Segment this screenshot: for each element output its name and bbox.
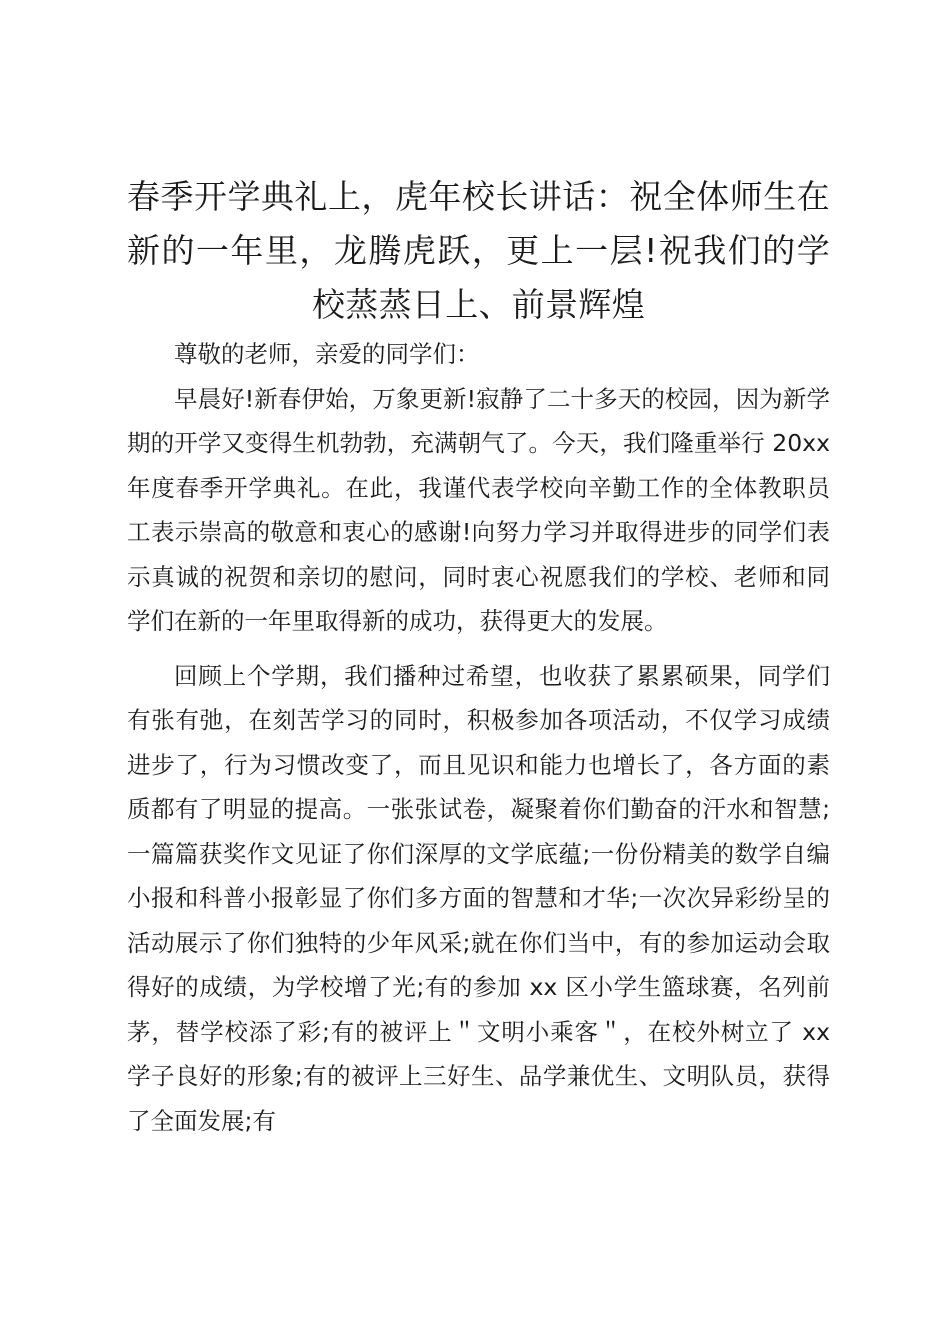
greeting: 尊敬的老师，亲爱的同学们： [174,340,480,368]
paragraph-1: 早晨好!新春伊始，万象更新!寂静了二十多天的校园，因为新学期的开学又变得生机勃勃，充满朝气了。今天，我们隆重举行 20xx 年度春季开学典礼。在此，我谨代表学校向辛勤工作的全体教职员工表示崇高的敬意和衷心的感谢!向努力学习并取得进步的同学们表示真诚的祝贺和亲切的慰问，同时衷心祝愿我们的学校、老师和同学们在新的一年里取得新的成功，获得更大的发展。 [127,384,830,635]
paragraph-2: 回顾上个学期，我们播种过希望，也收获了累累硕果，同学们有张有弛，在刻苦学习的同时，积极参加各项活动，不仅学习成绩进步了，行为习惯改变了，而且见识和能力也增长了，各方面的素质都有了明显的提高。一张张试卷，凝聚着你们勤奋的汗水和智慧;一篇篇获奖作文见证了你们深厚的文学底蕴;一份份精美的数学自编小报和科普小报彰显了你们多方面的智慧和才华;一次次异彩纷呈的活动展示了你们独特的少年风采;就在你们当中，有的参加运动会取得好的成绩，为学校增了光;有的参加 xx 区小学生篮球赛，名列前茅，替学校添了彩;有的被评上＂文明小乘客＂，在校外树立了 xx 学子良好的形象;有的被评上三好生、品学兼优生、文明队员，获得了全面发展;有 [127,661,830,1135]
document-page [127,170,830,1143]
document-title: 春季开学典礼上，虎年校长讲话：祝全体师生在新的一年里，龙腾虎跃，更上一层!祝我们的学校蒸蒸日上、前景辉煌 [127,177,830,324]
